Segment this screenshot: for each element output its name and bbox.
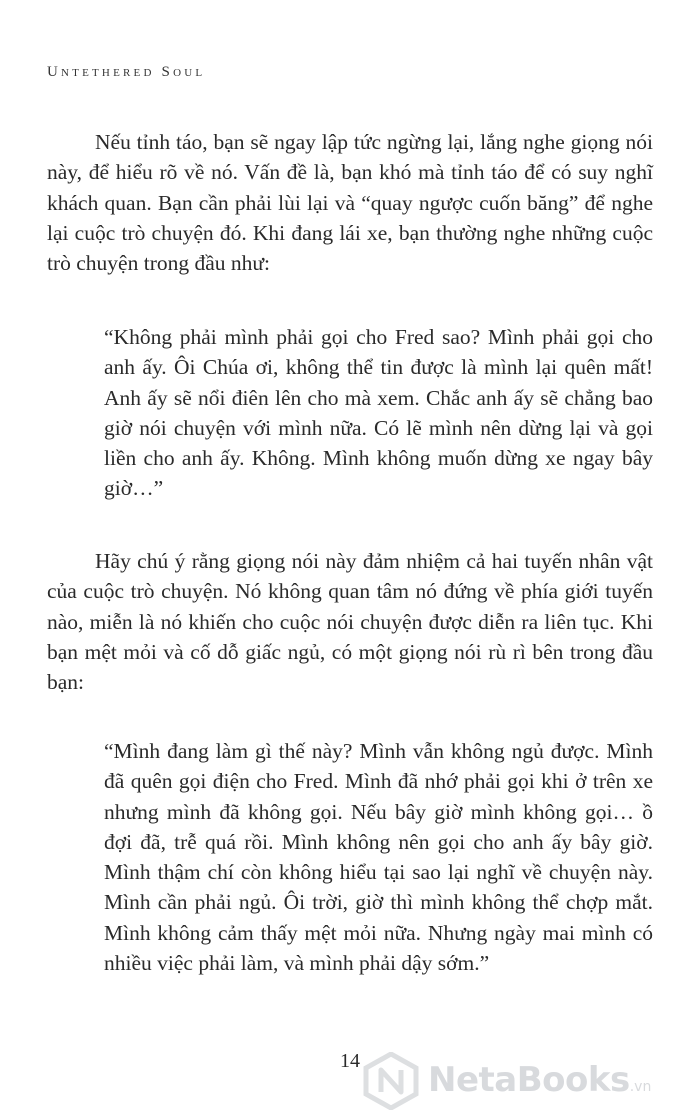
body-paragraph-2: Hãy chú ý rằng giọng nói này đảm nhiệm cả hai tuyến nhân vật của cuộc trò chuyện. Nó không quan tâm nó đứng về phía giới tuyến nào, miễn là nó khiến cho cuộc nói chuyện được diễn ra liên tục. Khi bạn mệt mỏi và cố dỗ giấc ngủ, có một giọng nói rù rì bên trong đầu bạn: bbox=[47, 549, 653, 695]
running-head: Untethered Soul bbox=[47, 64, 206, 80]
watermark bbox=[362, 1048, 694, 1112]
watermark-suffix: .vn bbox=[629, 1079, 652, 1095]
block-quote-1: “Không phải mình phải gọi cho Fred sao? Mình phải gọi cho anh ấy. Ôi Chúa ơi, không thể tin được là mình lại quên mất! Anh ấy sẽ nổi điên lên cho mà xem. Chắc anh ấy sẽ chẳng bao giờ nói chuyện với mình nữa. Có lẽ mình nên dừng lại và gọi liền cho anh ấy. Không. Mình không muốn dừng xe ngay bây giờ…” bbox=[104, 325, 653, 501]
page-number: 14 bbox=[340, 1050, 360, 1072]
netabooks-n-logo-icon bbox=[362, 1052, 420, 1110]
watermark-brand: NetaBooks bbox=[428, 1060, 630, 1100]
block-quote-2: “Mình đang làm gì thế này? Mình vẫn không ngủ được. Mình đã quên gọi điện cho Fred. Mình đã nhớ phải gọi khi ở trên xe nhưng mình đã không gọi. Nếu bây giờ mình không gọi… ồ đợi đã, trễ quá rồi. Mình không nên gọi cho anh ấy bây giờ. Mình thậm chí còn không hiểu tại sao lại nghĩ về chuyện này. Mình cần phải ngủ. Ôi trời, giờ thì mình không thể chợp mắt. Mình không cảm thấy mệt mỏi nữa. Nhưng ngày mai mình có nhiều việc phải làm, và mình phải dậy sớm.” bbox=[104, 739, 653, 976]
body-paragraph-1: Nếu tỉnh táo, bạn sẽ ngay lập tức ngừng lại, lắng nghe giọng nói này, để hiểu rõ về nó. Vấn đề là, bạn khó mà tỉnh táo để có suy nghĩ khách quan. Bạn cần phải lùi lại và “quay ngược cuốn băng” để nghe lại cuộc trò chuyện đó. Khi đang lái xe, bạn thường nghe những cuộc trò chuyện trong đầu như: bbox=[47, 130, 653, 276]
watermark-text bbox=[428, 1060, 651, 1100]
